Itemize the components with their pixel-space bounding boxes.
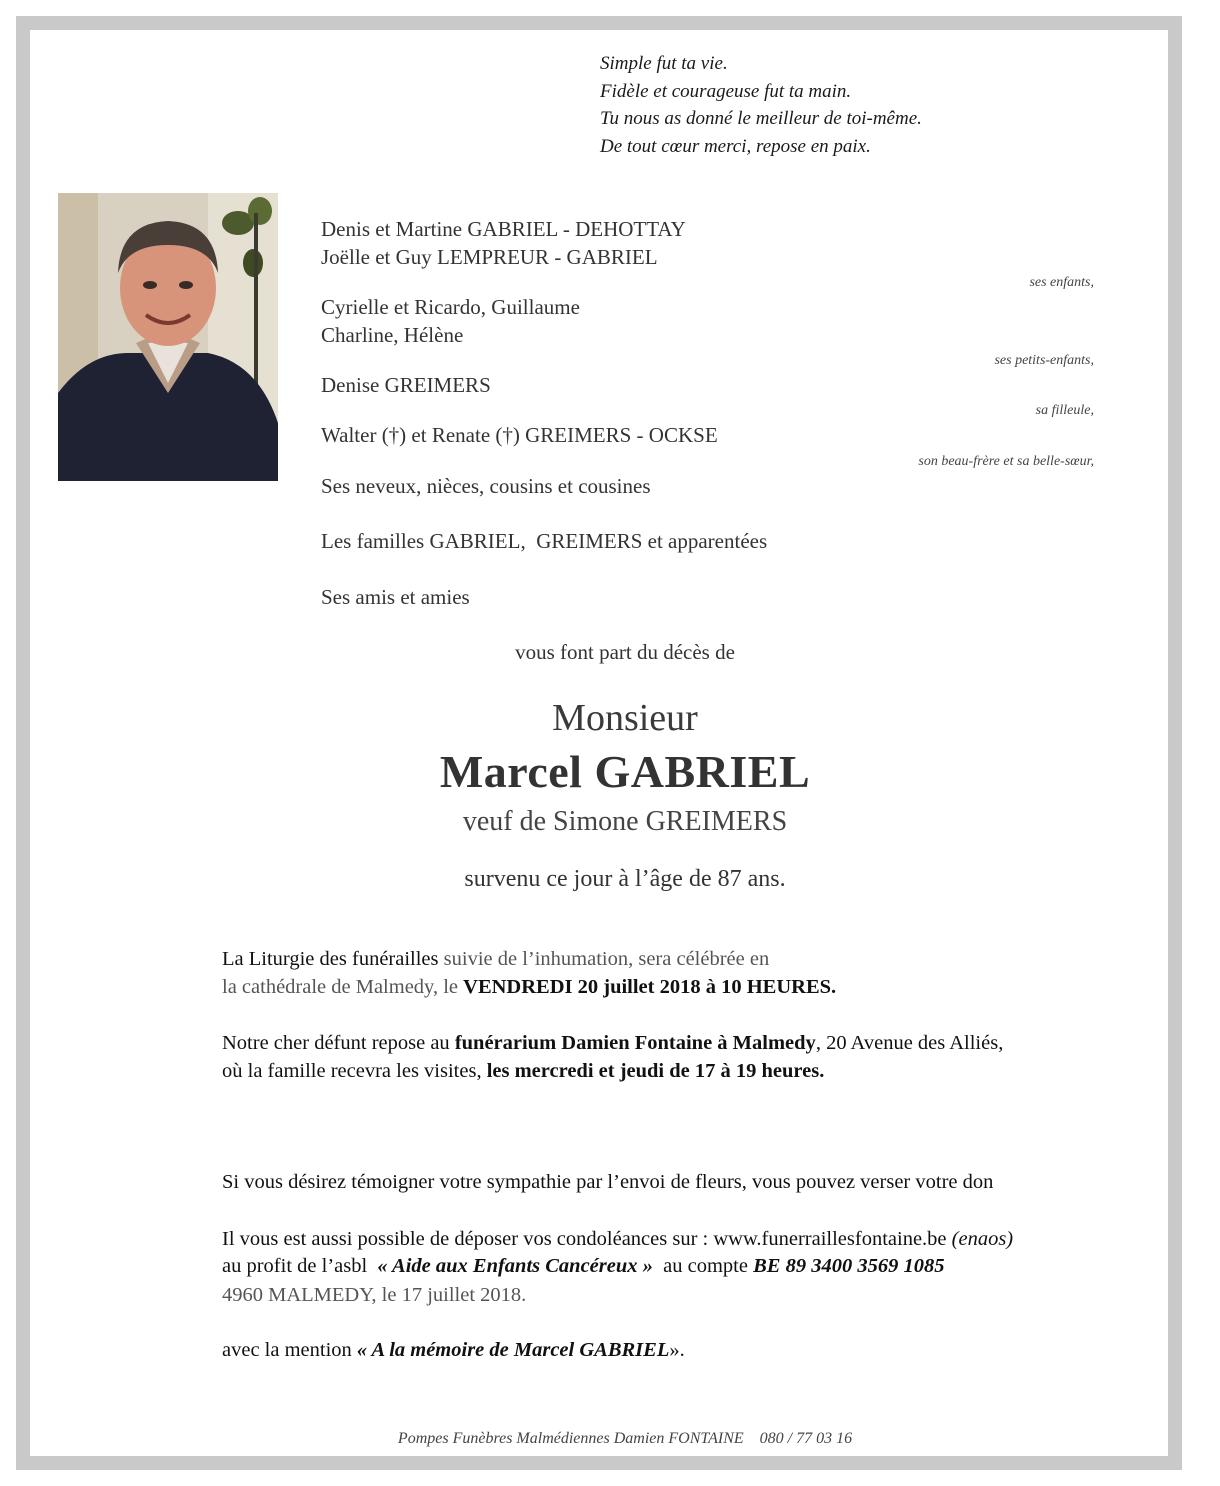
grandchildren-label: ses petits-enfants, — [994, 353, 1094, 368]
family-line: Joëlle et Guy LEMPREUR - GABRIEL — [321, 245, 658, 269]
poem — [600, 50, 922, 160]
donation-text: au profit de l’asbl — [222, 1255, 378, 1277]
family-line: Charline, Hélène — [321, 323, 464, 347]
donation-text: au compte — [652, 1255, 754, 1277]
deceased-name: Marcel GABRIEL — [439, 746, 811, 797]
rest-text: Notre cher défunt repose au — [222, 1032, 455, 1054]
footer-credit: Pompes Funèbres Malmédiennes Damien FONTAINE 080 / 77 03 16 — [397, 1430, 853, 1447]
in-laws-label: son beau-frère et sa belle-sœur, — [918, 454, 1094, 469]
deceased-title: Monsieur — [552, 697, 698, 739]
family-line: Cyrielle et Ricardo, Guillaume — [321, 295, 580, 319]
donation-text: ». — [669, 1339, 685, 1361]
families-line: Les familles GABRIEL, GREIMERS et apparentées — [321, 529, 768, 553]
poem-line: Fidèle et courageuse fut ta main. — [600, 80, 852, 102]
condolences-code: (enaos) — [951, 1228, 1014, 1250]
goddaughter-label: sa filleule, — [1035, 403, 1094, 418]
rest-address: , 20 Avenue des Alliés, — [815, 1032, 1004, 1054]
children-label: ses enfants, — [1029, 275, 1094, 290]
announcement: vous font part du décès de — [515, 640, 735, 664]
funeral-paragraph — [222, 945, 836, 1001]
grandchildren-names — [321, 293, 580, 349]
funeral-text: suivie de l’inhumation, sera célébrée en — [438, 948, 770, 970]
in-laws-names: Walter (†) et Renate (†) GREIMERS - OCKSE — [321, 423, 718, 447]
nephews-line: Ses neveux, nièces, cousins et cousines — [321, 474, 651, 498]
funeral-date: VENDREDI 20 juillet 2018 à 10 HEURES. — [463, 976, 837, 998]
funerarium-name: funérarium Damien Fontaine à Malmedy — [454, 1032, 816, 1054]
friends-line: Ses amis et amies — [321, 585, 470, 609]
poem-line: Tu nous as donné le meilleur de toi-même. — [600, 108, 922, 129]
funeral-label: La Liturgie des funérailles — [222, 948, 439, 970]
condolences-line — [222, 1225, 1013, 1253]
family-line: Denis et Martine GABRIEL - DEHOTTAY — [321, 217, 686, 241]
rest-paragraph — [222, 1029, 1003, 1085]
visits-times: les mercredi et jeudi de 17 à 19 heures. — [486, 1060, 825, 1082]
children-names — [321, 215, 686, 271]
donation-line: Si vous désirez témoigner votre sympathie par l’envoi de fleurs, vous pouvez verser votre don — [222, 1171, 994, 1193]
charity-name: « Aide aux Enfants Cancéreux » — [377, 1255, 653, 1277]
poem-line: De tout cœur merci, repose en paix. — [600, 135, 871, 157]
donation-mention: « A la mémoire de Marcel GABRIEL — [356, 1339, 670, 1361]
place-date: 4960 MALMEDY, le 17 juillet 2018. — [222, 1284, 527, 1306]
age-line: survenu ce jour à l’âge de 87 ans. — [464, 866, 786, 892]
bank-account: BE 89 3400 3569 1085 — [753, 1255, 945, 1277]
widow-line: veuf de Simone GREIMERS — [462, 806, 788, 837]
visits-text: où la famille recevra les visites, — [222, 1060, 487, 1082]
condolences-text: Il vous est aussi possible de déposer vos condoléances sur : www.funerraillesfontaine.be — [222, 1228, 952, 1250]
portrait-photo — [58, 193, 278, 481]
donation-text: avec la mention — [222, 1339, 357, 1361]
poem-line: Simple fut ta vie. — [600, 53, 728, 74]
goddaughter-name: Denise GREIMERS — [321, 373, 491, 397]
funeral-location: la cathédrale de Malmedy, le — [222, 976, 464, 998]
